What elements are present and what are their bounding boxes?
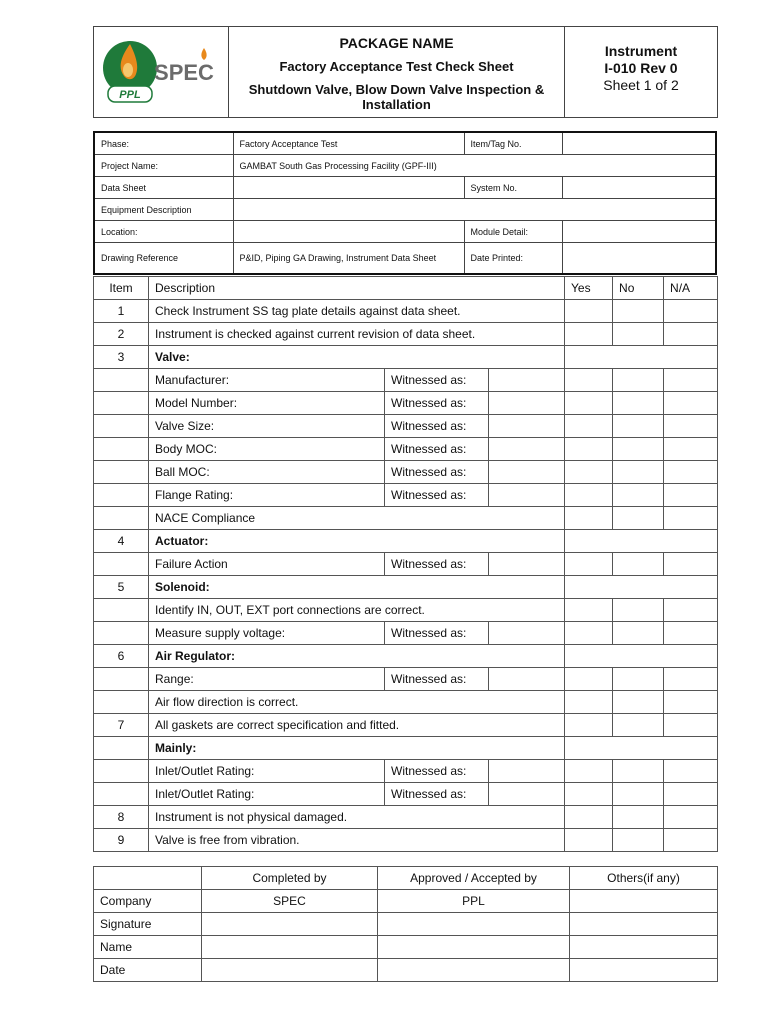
item-description: NACE Compliance [149, 507, 565, 530]
signoff-corner [94, 867, 202, 890]
witnessed-label: Witnessed as: [385, 415, 489, 438]
table-row [94, 369, 718, 392]
logo-ppl-text: PPL [119, 88, 141, 101]
witnessed-label: Witnessed as: [385, 461, 489, 484]
na-cell[interactable] [664, 461, 718, 484]
table-row [94, 829, 718, 852]
package-name: PACKAGE NAME [339, 34, 454, 51]
no-cell[interactable] [613, 760, 664, 783]
section-heading: Mainly: [149, 737, 565, 760]
item-description: Range: [149, 668, 385, 691]
witnessed-label: Witnessed as: [385, 783, 489, 806]
table-row [94, 599, 718, 622]
company-approved[interactable]: PPL [378, 890, 570, 913]
datasheet-value[interactable] [233, 177, 464, 199]
checklist-table [93, 276, 718, 852]
yes-cell[interactable] [565, 714, 613, 737]
equipment-label: Equipment Description [94, 199, 233, 221]
blank-cell [565, 645, 718, 668]
no-cell[interactable] [613, 461, 664, 484]
table-row [94, 783, 718, 806]
witnessed-label: Witnessed as: [385, 369, 489, 392]
signoff-header-row [94, 867, 718, 890]
info-row-drawing [94, 243, 716, 275]
item-description: Instrument is not physical damaged. [149, 806, 565, 829]
no-cell[interactable] [613, 392, 664, 415]
section-heading: Actuator: [149, 530, 565, 553]
signature-completed[interactable] [202, 913, 378, 936]
item-tag-value[interactable] [562, 132, 716, 155]
item-description: Body MOC: [149, 438, 385, 461]
na-cell[interactable] [664, 392, 718, 415]
witnessed-label: Witnessed as: [385, 392, 489, 415]
section-heading: Air Regulator: [149, 645, 565, 668]
item-number [94, 737, 149, 760]
witnessed-value[interactable] [489, 668, 565, 691]
item-number [94, 760, 149, 783]
col-header-yes: Yes [565, 277, 613, 300]
witnessed-value[interactable] [489, 760, 565, 783]
item-number [94, 484, 149, 507]
project-label: Project Name: [94, 155, 233, 177]
col-header-description: Description [149, 277, 565, 300]
witnessed-label: Witnessed as: [385, 760, 489, 783]
company-others[interactable] [570, 890, 718, 913]
witnessed-label: Witnessed as: [385, 553, 489, 576]
item-description: All gaskets are correct specification and fitted. [149, 714, 565, 737]
item-number: 6 [94, 645, 149, 668]
na-cell[interactable] [664, 484, 718, 507]
yes-cell[interactable] [565, 622, 613, 645]
item-number [94, 691, 149, 714]
yes-cell[interactable] [565, 599, 613, 622]
doc-number: I-010 Rev 0 [604, 60, 678, 76]
no-cell[interactable] [613, 553, 664, 576]
signoff-row-signature [94, 913, 718, 936]
table-row [94, 622, 718, 645]
yes-cell[interactable] [565, 438, 613, 461]
sheet-number: Sheet 1 of 2 [603, 77, 679, 93]
witnessed-label: Witnessed as: [385, 484, 489, 507]
col-header-no: No [613, 277, 664, 300]
witnessed-label: Witnessed as: [385, 622, 489, 645]
item-number [94, 783, 149, 806]
no-cell[interactable] [613, 438, 664, 461]
no-cell[interactable] [613, 783, 664, 806]
witnessed-value[interactable] [489, 461, 565, 484]
na-cell[interactable] [664, 438, 718, 461]
na-cell[interactable] [664, 829, 718, 852]
system-value[interactable] [562, 177, 716, 199]
yes-cell[interactable] [565, 829, 613, 852]
others-header: Others(if any) [570, 867, 718, 890]
item-number: 2 [94, 323, 149, 346]
col-header-na: N/A [664, 277, 718, 300]
no-cell[interactable] [613, 668, 664, 691]
system-label: System No. [464, 177, 562, 199]
info-row-location [94, 221, 716, 243]
item-number: 7 [94, 714, 149, 737]
witnessed-label: Witnessed as: [385, 438, 489, 461]
na-cell[interactable] [664, 300, 718, 323]
yes-cell[interactable] [565, 415, 613, 438]
item-number [94, 438, 149, 461]
item-tag-label: Item/Tag No. [464, 132, 562, 155]
na-cell[interactable] [664, 806, 718, 829]
na-cell[interactable] [664, 507, 718, 530]
item-number [94, 668, 149, 691]
date-label: Date [94, 959, 202, 982]
item-number: 5 [94, 576, 149, 599]
yes-cell[interactable] [565, 369, 613, 392]
yes-cell[interactable] [565, 760, 613, 783]
no-cell[interactable] [613, 714, 664, 737]
table-row [94, 415, 718, 438]
witnessed-value[interactable] [489, 369, 565, 392]
section-heading: Solenoid: [149, 576, 565, 599]
logo-cell [94, 27, 229, 118]
info-row-equipment [94, 199, 716, 221]
info-row-datasheet [94, 177, 716, 199]
na-cell[interactable] [664, 714, 718, 737]
no-cell[interactable] [613, 300, 664, 323]
na-cell[interactable] [664, 760, 718, 783]
date-printed-label: Date Printed: [464, 243, 562, 275]
info-row-project [94, 155, 716, 177]
signature-others[interactable] [570, 913, 718, 936]
no-cell[interactable] [613, 691, 664, 714]
no-cell[interactable] [613, 507, 664, 530]
module-label: Module Detail: [464, 221, 562, 243]
approved-by-header: Approved / Accepted by [378, 867, 570, 890]
na-cell[interactable] [664, 599, 718, 622]
signature-approved[interactable] [378, 913, 570, 936]
item-number: 9 [94, 829, 149, 852]
na-cell[interactable] [664, 668, 718, 691]
item-description: Flange Rating: [149, 484, 385, 507]
project-info-table [93, 131, 717, 275]
instrument-label: Instrument [604, 43, 678, 59]
no-cell[interactable] [613, 484, 664, 507]
yes-cell[interactable] [565, 691, 613, 714]
item-description: Instrument is checked against current revision of data sheet. [149, 323, 565, 346]
blank-cell [565, 346, 718, 369]
item-description: Check Instrument SS tag plate details against data sheet. [149, 300, 565, 323]
yes-cell[interactable] [565, 392, 613, 415]
witnessed-value[interactable] [489, 553, 565, 576]
witnessed-value[interactable] [489, 622, 565, 645]
fat-title: Factory Acceptance Test Check Sheet [279, 58, 514, 74]
table-row [94, 760, 718, 783]
logo-flame-core [123, 63, 133, 77]
col-header-item: Item [94, 277, 149, 300]
section-heading: Valve: [149, 346, 565, 369]
table-row [94, 461, 718, 484]
item-description: Measure supply voltage: [149, 622, 385, 645]
table-row [94, 484, 718, 507]
item-number [94, 553, 149, 576]
no-cell[interactable] [613, 806, 664, 829]
witnessed-value[interactable] [489, 783, 565, 806]
equipment-value[interactable] [233, 199, 716, 221]
na-cell[interactable] [664, 415, 718, 438]
na-cell[interactable] [664, 369, 718, 392]
phase-label: Phase: [94, 132, 233, 155]
item-description: Air flow direction is correct. [149, 691, 565, 714]
signoff-table [93, 866, 718, 982]
date-printed-value[interactable] [562, 243, 716, 275]
item-description: Inlet/Outlet Rating: [149, 760, 385, 783]
item-number [94, 415, 149, 438]
table-row [94, 576, 718, 599]
yes-cell[interactable] [565, 553, 613, 576]
item-number [94, 622, 149, 645]
yes-cell[interactable] [565, 461, 613, 484]
item-number [94, 369, 149, 392]
item-number [94, 507, 149, 530]
item-description: Valve is free from vibration. [149, 829, 565, 852]
witnessed-value[interactable] [489, 484, 565, 507]
item-description: Identify IN, OUT, EXT port connections are correct. [149, 599, 565, 622]
no-cell[interactable] [613, 369, 664, 392]
no-cell[interactable] [613, 599, 664, 622]
table-row [94, 323, 718, 346]
table-row [94, 806, 718, 829]
witnessed-value[interactable] [489, 392, 565, 415]
location-value[interactable] [233, 221, 464, 243]
item-description: Model Number: [149, 392, 385, 415]
yes-cell[interactable] [565, 783, 613, 806]
name-completed[interactable] [202, 936, 378, 959]
table-row [94, 737, 718, 760]
company-label: Company [94, 890, 202, 913]
yes-cell[interactable] [565, 668, 613, 691]
info-row-phase [94, 132, 716, 155]
yes-cell[interactable] [565, 507, 613, 530]
table-row [94, 530, 718, 553]
logo-spec-text: SPEC [154, 59, 214, 85]
item-description: Valve Size: [149, 415, 385, 438]
no-cell[interactable] [613, 415, 664, 438]
yes-cell[interactable] [565, 806, 613, 829]
document-subtitle: Shutdown Valve, Blow Down Valve Inspection & Installation [248, 81, 545, 112]
company-logo [96, 30, 226, 110]
table-row [94, 300, 718, 323]
table-row [94, 691, 718, 714]
item-description: Failure Action [149, 553, 385, 576]
name-label: Name [94, 936, 202, 959]
no-cell[interactable] [613, 622, 664, 645]
signoff-row-name [94, 936, 718, 959]
table-row [94, 392, 718, 415]
date-approved[interactable] [378, 959, 570, 982]
header-block [93, 26, 718, 118]
table-row [94, 507, 718, 530]
na-cell[interactable] [664, 622, 718, 645]
table-row [94, 668, 718, 691]
no-cell[interactable] [613, 323, 664, 346]
yes-cell[interactable] [565, 300, 613, 323]
logo-spec-flame [201, 48, 206, 60]
project-value[interactable]: GAMBAT South Gas Processing Facility (GPF-III) [233, 155, 716, 177]
witnessed-value[interactable] [489, 438, 565, 461]
item-description: Inlet/Outlet Rating: [149, 783, 385, 806]
na-cell[interactable] [664, 553, 718, 576]
witnessed-value[interactable] [489, 415, 565, 438]
phase-value[interactable]: Factory Acceptance Test [233, 132, 464, 155]
item-number: 4 [94, 530, 149, 553]
item-description: Manufacturer: [149, 369, 385, 392]
blank-cell [565, 530, 718, 553]
na-cell[interactable] [664, 783, 718, 806]
blank-cell [565, 576, 718, 599]
name-approved[interactable] [378, 936, 570, 959]
item-number: 8 [94, 806, 149, 829]
doc-id-cell [565, 27, 718, 118]
location-label: Location: [94, 221, 233, 243]
na-cell[interactable] [664, 691, 718, 714]
witnessed-label: Witnessed as: [385, 668, 489, 691]
item-number: 1 [94, 300, 149, 323]
drawing-value[interactable]: P&ID, Piping GA Drawing, Instrument Data Sheet [233, 243, 464, 275]
company-completed[interactable]: SPEC [202, 890, 378, 913]
item-number [94, 392, 149, 415]
signoff-row-date [94, 959, 718, 982]
table-row [94, 553, 718, 576]
table-row [94, 645, 718, 668]
item-number [94, 599, 149, 622]
datasheet-label: Data Sheet [94, 177, 233, 199]
table-row [94, 438, 718, 461]
date-completed[interactable] [202, 959, 378, 982]
item-description: Ball MOC: [149, 461, 385, 484]
date-others[interactable] [570, 959, 718, 982]
name-others[interactable] [570, 936, 718, 959]
item-number [94, 461, 149, 484]
yes-cell[interactable] [565, 484, 613, 507]
drawing-label: Drawing Reference [94, 243, 233, 275]
module-value[interactable] [562, 221, 716, 243]
na-cell[interactable] [664, 323, 718, 346]
item-number: 3 [94, 346, 149, 369]
completed-by-header: Completed by [202, 867, 378, 890]
no-cell[interactable] [613, 829, 664, 852]
table-row [94, 714, 718, 737]
checklist-header-row [94, 277, 718, 300]
signoff-row-company [94, 890, 718, 913]
table-row [94, 346, 718, 369]
yes-cell[interactable] [565, 323, 613, 346]
signature-label: Signature [94, 913, 202, 936]
title-cell [229, 27, 565, 118]
blank-cell [565, 737, 718, 760]
